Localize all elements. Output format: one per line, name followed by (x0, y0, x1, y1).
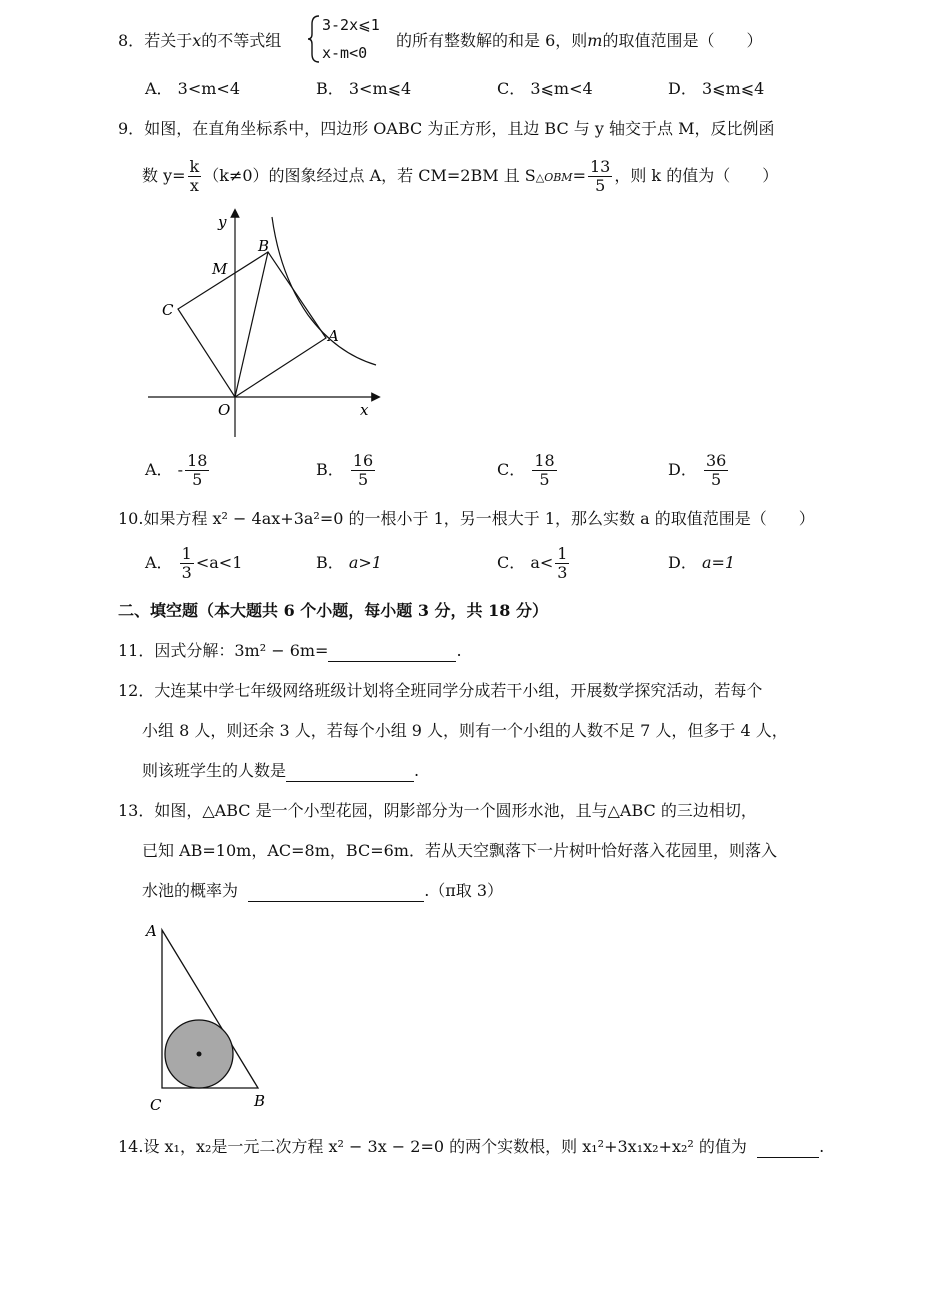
q12-line-3: 则该班学生的人数是 . (142, 761, 420, 780)
q10-option-d[interactable]: D． a=1 (668, 553, 736, 572)
q13-line-3: 水池的概率为 .（π取 3） (142, 881, 504, 900)
q10-option-c[interactable]: C． a< $\frac{1}{3}$ (497, 544, 568, 582)
q14-answer-blank[interactable] (757, 1141, 819, 1158)
q8-text-d: 的取值范围是（ ） (602, 31, 763, 50)
q9-label-a: A (328, 327, 339, 345)
q9-hyperbola (272, 217, 376, 365)
q8-option-a[interactable]: A． 3<m<4 (145, 79, 240, 98)
q9-label-b: B (258, 237, 270, 255)
q14-stem: 14.设 x₁，x₂是一元二次方程 x² − 3x − 2=0 的两个实数根，则 x₁²+3x₁x₂+x₂² 的值为 . (118, 1137, 825, 1156)
q9-option-b[interactable]: B． $\frac{16}{5}$ (316, 451, 374, 489)
q9-label-y: y (218, 213, 227, 231)
q11-stem: 11．因式分解：3m² − 6m= . (118, 641, 462, 660)
q13-answer-blank[interactable] (248, 885, 424, 902)
q12-line-2: 小组 8 人，则还余 3 人，若每个小组 9 人，则有一个小组的人数不足 7 人，但多于 4 人， (142, 721, 788, 740)
q8-option-c[interactable]: C． 3⩽m<4 (497, 79, 593, 98)
q8-option-b[interactable]: B． 3<m⩽4 (316, 79, 412, 98)
q8-brace-icon (306, 14, 322, 64)
q8-text-a: 若关于 (144, 31, 193, 50)
q12-line-1: 12．大连某中学七年级网络班级计划将全班同学分成若干小组，开展数学探究活动，若每个 (118, 681, 763, 700)
q9-option-c[interactable]: C． $\frac{18}{5}$ (497, 451, 555, 489)
q10-option-a[interactable]: A． $\frac{1}{3}$ <a<1 (145, 544, 243, 582)
q8-stem (118, 30, 281, 52)
q13-label-b: B (254, 1092, 266, 1110)
q12-answer-blank[interactable] (286, 765, 414, 782)
q8-inequality-1: 3-2x⩽1 (322, 16, 380, 34)
section-2-title: 二、填空题（本大题共 6 个小题，每小题 3 分，共 18 分） (118, 601, 548, 620)
q9-line-2: 数 y= $\frac{k}{x}$ （k≠0）的图象经过点 A，若 CM=2BM 且 S△OBM= $\frac{13}{5}$ ，则 k 的值为（ ） (142, 157, 779, 195)
q13-circle-center (197, 1052, 202, 1057)
q9-number: 9． (118, 119, 145, 138)
q9-diagonal-ob (235, 252, 268, 397)
q10-stem: 10.如果方程 x² − 4ax+3a²=0 的一根小于 1，另一根大于 1，那么实数 a 的取值范围是（ ） (118, 509, 815, 528)
q9-line-1 (118, 118, 774, 140)
q13-line-2: 已知 AB=10m，AC=8m，BC=6m．若从天空飘落下一片树叶恰好落入花园里，则落入 (142, 841, 777, 860)
q9-text-1: 如图，在直角坐标系中，四边形 OABC 为正方形，且边 BC 与 y 轴交于点 M，反比例函 (144, 119, 775, 138)
q9-label-c: C (162, 301, 174, 319)
q13-label-a: A (146, 922, 157, 940)
q8-inequality-2: x-m<0 (322, 44, 368, 62)
q8-option-d[interactable]: D． 3⩽m⩽4 (668, 79, 765, 98)
q9-label-m: M (212, 260, 228, 278)
q11-answer-blank[interactable] (328, 645, 456, 662)
q8-stem-tail (396, 30, 762, 52)
q9-option-d[interactable]: D． $\frac{36}{5}$ (668, 451, 727, 489)
q8-var-x: x (192, 31, 202, 50)
q13-label-c: C (150, 1096, 162, 1114)
q10-option-b[interactable]: B． a>1 (316, 553, 382, 572)
q9-figure (140, 205, 390, 445)
q13-line-1: 13．如图，△ABC 是一个小型花园，阴影部分为一个圆形水池，且与△ABC 的三边相切， (118, 801, 757, 820)
q9-label-x: x (360, 401, 369, 419)
q8-text-b: 的不等式组 (201, 31, 282, 50)
q9-label-o: O (218, 401, 231, 419)
q8-var-m: m (587, 31, 603, 50)
q9-fraction-13-5: $\frac{13}{5}$ (589, 157, 611, 195)
q8-number: 8． (118, 31, 145, 50)
q9-option-a[interactable]: A． - $\frac{18}{5}$ (145, 451, 208, 489)
q8-text-c: 的所有整数解的和是 6，则 (396, 31, 588, 50)
q9-fraction-k-x: $\frac{k}{x}$ (189, 157, 200, 195)
q13-figure (140, 918, 280, 1118)
